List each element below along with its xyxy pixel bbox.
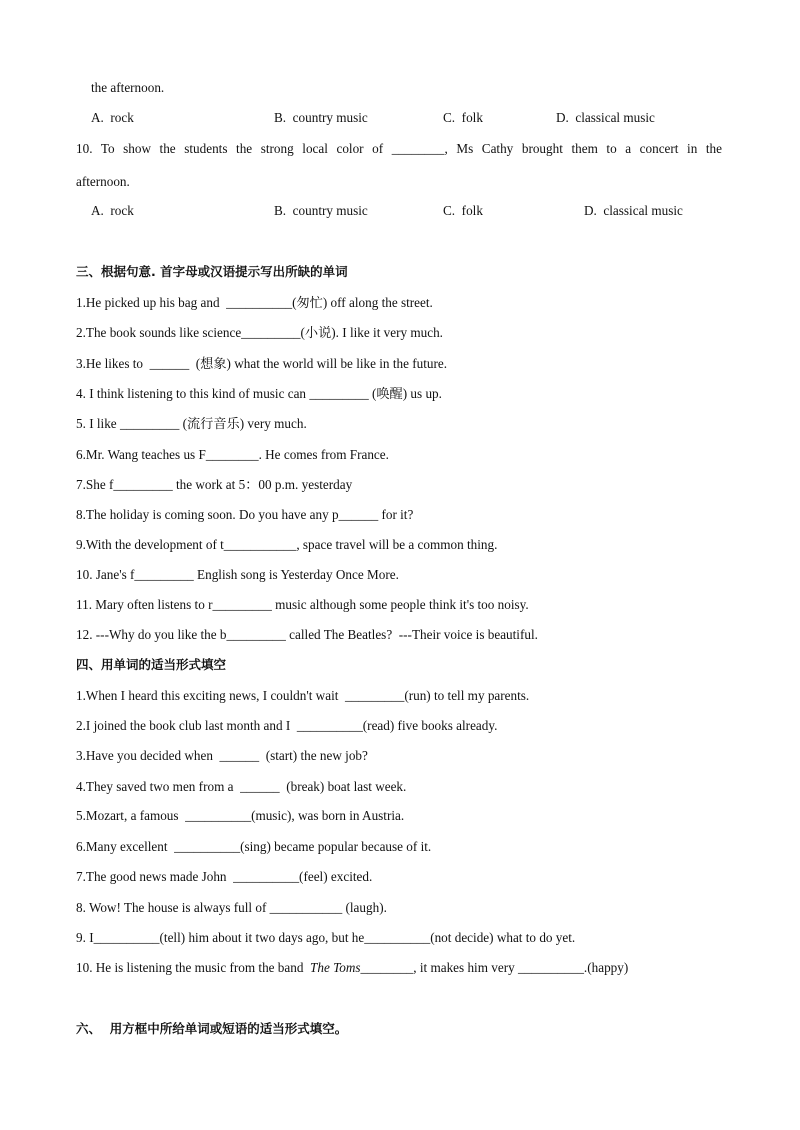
s3-item-10: 10. Jane's f_________ English song is Yesterday Once More. [76,567,399,582]
s4-item-10 [76,960,628,976]
q9-option-d: D. classical music [556,110,655,125]
s3-item-2: 2.The book sounds like science_________(小说). I like it very much. [76,325,443,340]
q10-option-d: D. classical music [584,203,683,218]
s3-item-12: 12. ---Why do you like the b_________ called The Beatles? ---Their voice is beautiful. [76,627,538,642]
s3-item-5: 5. I like _________ (流行音乐) very much. [76,416,307,431]
section4-title: 四、用单词的适当形式填空 [76,657,227,672]
s4-item-3: 3.Have you decided when ______ (start) the new job? [76,748,368,763]
q9-option-c: C. folk [443,110,483,125]
s3-item-9: 9.With the development of t___________, space travel will be a common thing. [76,537,498,552]
q9-continuation: the afternoon. [91,80,165,95]
q9-option-b: B. country music [274,110,368,125]
s4-item-2: 2.I joined the book club last month and I __________(read) five books already. [76,718,498,733]
s4-item-10-post: ________, it makes him very __________.(happy) [360,960,629,975]
s3-item-4: 4. I think listening to this kind of music can _________ (唤醒) us up. [76,386,442,401]
s4-item-5: 5.Mozart, a famous __________(music), was born in Austria. [76,808,405,823]
s4-item-9: 9. I__________(tell) him about it two days ago, but he__________(not decide) what to do yet. [76,930,576,945]
q10-stem-line1: 10. To show the students the strong local color of ________, Ms Cathy brought them to a concert in the [76,141,722,156]
s3-item-6: 6.Mr. Wang teaches us F________. He comes from France. [76,447,389,462]
s4-item-8: 8. Wow! The house is always full of ___________ (laugh). [76,900,387,915]
s4-item-7: 7.The good news made John __________(feel) excited. [76,869,373,884]
q10-option-a: A. rock [91,203,134,218]
s4-item-4: 4.They saved two men from a ______ (break) boat last week. [76,779,407,794]
section6-title: 六、 用方框中所给单词或短语的适当形式填空。 [76,1021,348,1036]
q10-stem-line2: afternoon. [76,174,130,189]
s3-item-11: 11. Mary often listens to r_________ music although some people think it's too noisy. [76,597,529,612]
s3-item-7: 7.She f_________ the work at 5：00 p.m. yesterday [76,477,353,492]
q10-option-c: C. folk [443,203,483,218]
s3-item-1: 1.He picked up his bag and __________(匆忙) off along the street. [76,295,433,310]
q9-option-a: A. rock [91,110,134,125]
s3-item-8: 8.The holiday is coming soon. Do you have any p______ for it? [76,507,414,522]
section3-title: 三、根据句意. 首字母或汉语提示写出所缺的单词 [76,264,348,279]
q10-option-b: B. country music [274,203,368,218]
band-name: The Toms [310,960,361,975]
s4-item-1: 1.When I heard this exciting news, I couldn't wait _________(run) to tell my parents. [76,688,530,703]
s4-item-10-pre: 10. He is listening the music from the band [76,960,311,975]
s4-item-6: 6.Many excellent __________(sing) became popular because of it. [76,839,432,854]
s3-item-3: 3.He likes to ______ (想象) what the world will be like in the future. [76,356,448,371]
